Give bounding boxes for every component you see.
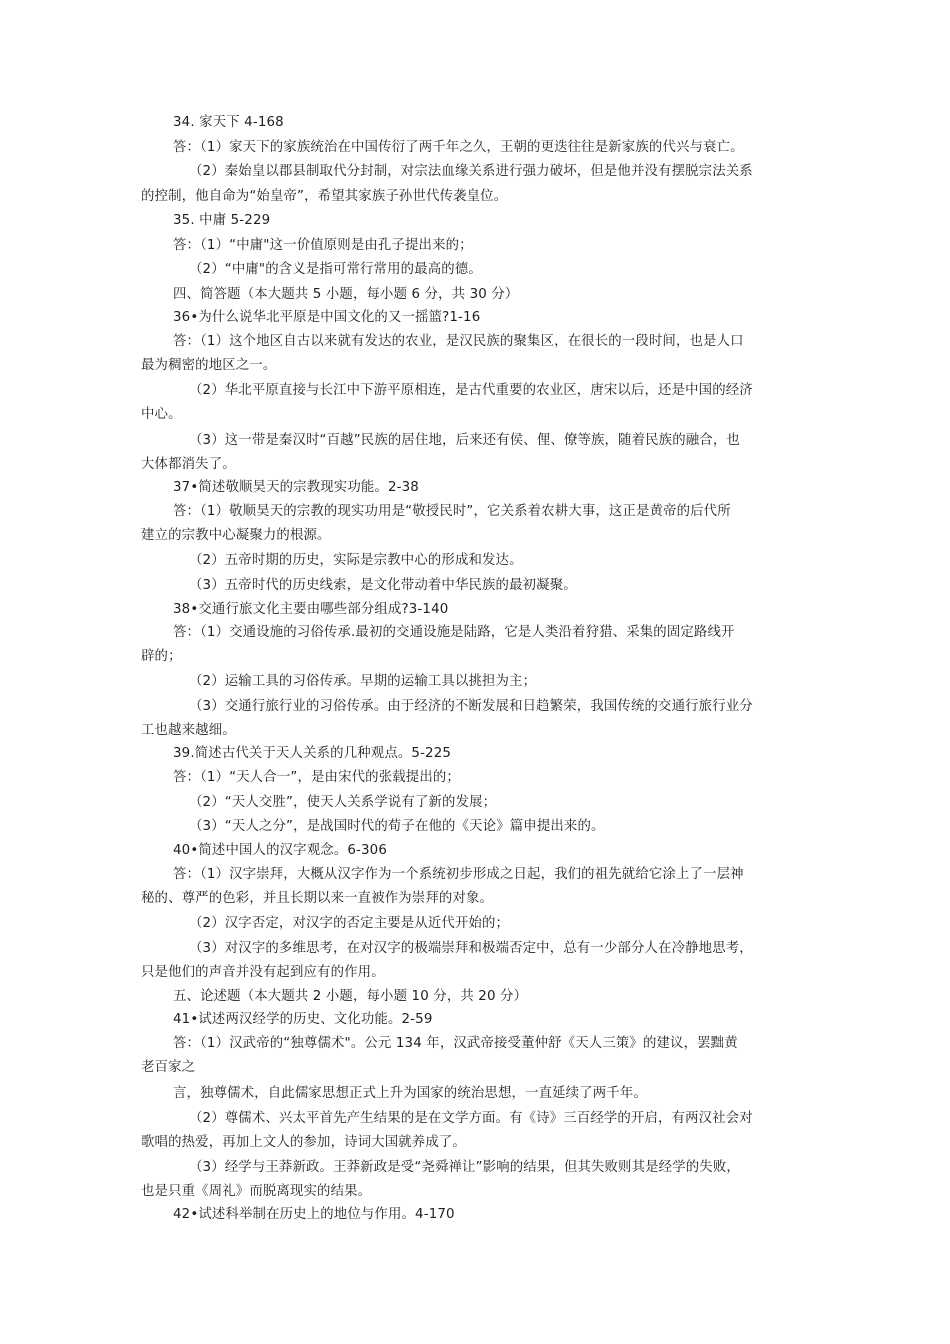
question-heading: 41•试述两汉经学的历史、文化功能。2-59: [173, 1012, 433, 1027]
answer-line: 答：（1）汉武帝的“独尊儒术"。公元 134 年，汉武帝接受董仲舒《天人三策》的建议，罢黜黄: [173, 1036, 738, 1051]
answer-line: 也是只重《周礼》而脱离现实的结果。: [141, 1184, 372, 1199]
answer-line: 中心。: [141, 407, 182, 422]
question-heading: 34. 家天下 4-168: [173, 115, 284, 130]
answer-line: 答：（1）“天人合一”，是由宋代的张载提出的；: [173, 770, 460, 785]
answer-line: 答：（1）汉字崇拜，大概从汉字作为一个系统初步形成之日起，我们的祖先就给它涂上了一层神: [173, 867, 744, 882]
question-heading: 37•简述敬顺昊天的宗教现实功能。2-38: [173, 480, 419, 495]
answer-line: 工也越来越细。: [141, 723, 236, 738]
answer-line: 建立的宗教中心凝聚力的根源。: [141, 528, 331, 543]
answer-line: 答：（1）敬顺昊天的宗教的现实功用是“敬授民时”，它关系着农耕大事，这正是黄帝的后代所: [173, 504, 731, 519]
answer-line: 答：（1）“中庸"这一价值原则是由孔子提出来的；: [173, 238, 473, 253]
answer-line: 言，独尊儒术，自此儒家思想正式上升为国家的统治思想，一直延续了两千年。: [173, 1086, 647, 1101]
answer-line: 只是他们的声音并没有起到应有的作用。: [141, 965, 385, 980]
answer-line: （3）“天人之分”，是战国时代的荀子在他的《天论》篇申提出来的。: [189, 819, 605, 834]
answer-line: （2）汉字否定，对汉字的否定主要是从近代开始的；: [189, 916, 510, 931]
section-heading: 五、论述题（本大题共 2 小题，每小题 10 分，共 20 分）: [173, 989, 528, 1004]
question-heading: 42•试述科举制在历史上的地位与作用。4-170: [173, 1207, 455, 1222]
answer-line: （2）尊儒术、兴太平首先产生结果的是在文学方面。有《诗》三百经学的开启，有两汉社会对: [189, 1111, 753, 1126]
answer-line: （3）交通行旅行业的习俗传承。由于经济的不断发展和日趋繁荣，我国传统的交通行旅行业分: [189, 699, 753, 714]
question-heading: 35. 中庸 5-229: [173, 213, 271, 228]
answer-line: 歌唱的热爱，再加上文人的参加，诗词大国就养成了。: [141, 1135, 466, 1150]
question-heading: 38•交通行旅文化主要由哪些部分组成?3-140: [173, 602, 449, 617]
answer-line: （3）这一带是秦汉时“百越”民族的居住地，后来还有侯、俚、僚等族，随着民族的融合，也: [189, 433, 740, 448]
answer-line: （2）华北平原直接与长江中下游平原相连，是古代重要的农业区，唐宋以后，还是中国的经济: [189, 383, 753, 398]
answer-line: 答：（1）这个地区自古以来就有发达的农业，是汉民族的聚集区，在很长的一段时间，也是人口: [173, 334, 744, 349]
answer-line: 的控制，他自命为“始皇帝”，希望其家族子孙世代传袭皇位。: [141, 189, 508, 204]
answer-line: 最为稠密的地区之一。: [141, 358, 277, 373]
answer-line: 老百家之: [141, 1060, 196, 1075]
answer-line: （2）“天人交胜”，使天人关系学说有了新的发展；: [189, 795, 497, 810]
answer-line: （3）经学与王莽新政。王莽新政是受“尧舜禅让”影响的结果，但其失败则其是经学的失败，: [189, 1160, 740, 1175]
answer-line: （3）五帝时代的历史线索，是文化带动着中华民族的最初凝聚。: [189, 578, 577, 593]
question-heading: 39.简述古代关于天人关系的几种观点。5-225: [173, 746, 452, 761]
answer-line: 辟的；: [141, 649, 182, 664]
answer-line: 答：（1）家天下的家族统治在中国传衍了两千年之久，王朝的更迭往往是新家族的代兴与衰亡。: [173, 140, 744, 155]
answer-line: 大体都消失了。: [141, 457, 236, 472]
answer-line: （3）对汉字的多维思考，在对汉字的极端崇拜和极端否定中，总有一少部分人在冷静地思考，: [189, 941, 753, 956]
answer-line: （2）五帝时期的历史，实际是宗教中心的形成和发达。: [189, 553, 523, 568]
answer-line: （2）“中庸"的含义是指可常行常用的最高的德。: [189, 262, 482, 277]
answer-line: （2）运输工具的习俗传承。早期的运输工具以挑担为主；: [189, 674, 537, 689]
question-heading: 40•简述中国人的汉字观念。6-306: [173, 843, 387, 858]
section-heading: 四、简答题（本大题共 5 小题，每小题 6 分，共 30 分）: [173, 287, 519, 302]
question-heading: 36•为什么说华北平原是中国文化的又一摇篮?1-16: [173, 310, 481, 325]
answer-line: 秘的、尊严的色彩，并且长期以来一直被作为崇拜的对象。: [141, 891, 494, 906]
answer-line: 答：（1）交通设施的习俗传承.最初的交通设施是陆路，它是人类沿着狩猎、采集的固定路线开: [173, 625, 735, 640]
answer-line: （2）秦始皇以郡县制取代分封制，对宗法血缘关系进行强力破坏，但是他并没有摆脱宗法关系: [189, 164, 753, 179]
